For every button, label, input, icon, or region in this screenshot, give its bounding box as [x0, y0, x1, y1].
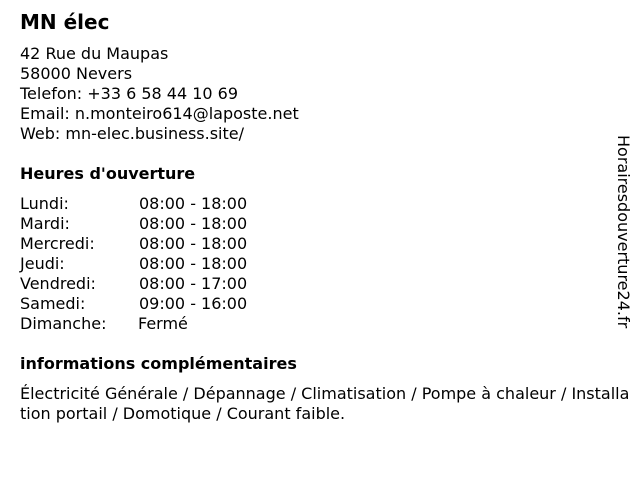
contact-block	[20, 44, 299, 144]
day-label: Mercredi:	[20, 234, 95, 253]
time-range: 08:00 - 18:00	[139, 194, 248, 213]
time-range: 08:00 - 17:00	[139, 274, 248, 293]
city-address: 58000 Nevers	[20, 64, 133, 83]
info-description: Électricité Générale / Dépannage / Climatisation / Pompe à chaleur / Installation portail / Domotique / Courant faible.	[20, 384, 630, 423]
hours-heading: Heures d'ouverture	[20, 164, 196, 183]
watermark-text: Horairesdouverture24.fr	[614, 135, 633, 329]
email-address: Email: n.monteiro614@laposte.net	[20, 104, 299, 123]
time-range: Fermé	[138, 314, 188, 333]
time-range: 08:00 - 18:00	[139, 254, 248, 273]
day-label: Jeudi:	[20, 254, 65, 273]
business-name: MN élec	[20, 10, 110, 34]
phone-number: Telefon: +33 6 58 44 10 69	[20, 84, 239, 103]
day-label: Lundi:	[20, 194, 69, 213]
info-heading: informations complémentaires	[20, 354, 297, 373]
day-label: Samedi:	[20, 294, 86, 313]
time-range: 08:00 - 18:00	[139, 214, 248, 233]
time-range: 09:00 - 16:00	[139, 294, 248, 313]
day-label: Vendredi:	[20, 274, 96, 293]
website: Web: mn-elec.business.site/	[20, 124, 244, 143]
day-label: Dimanche:	[20, 314, 107, 333]
street-address: 42 Rue du Maupas	[20, 44, 169, 63]
day-label: Mardi:	[20, 214, 70, 233]
time-range: 08:00 - 18:00	[139, 234, 248, 253]
